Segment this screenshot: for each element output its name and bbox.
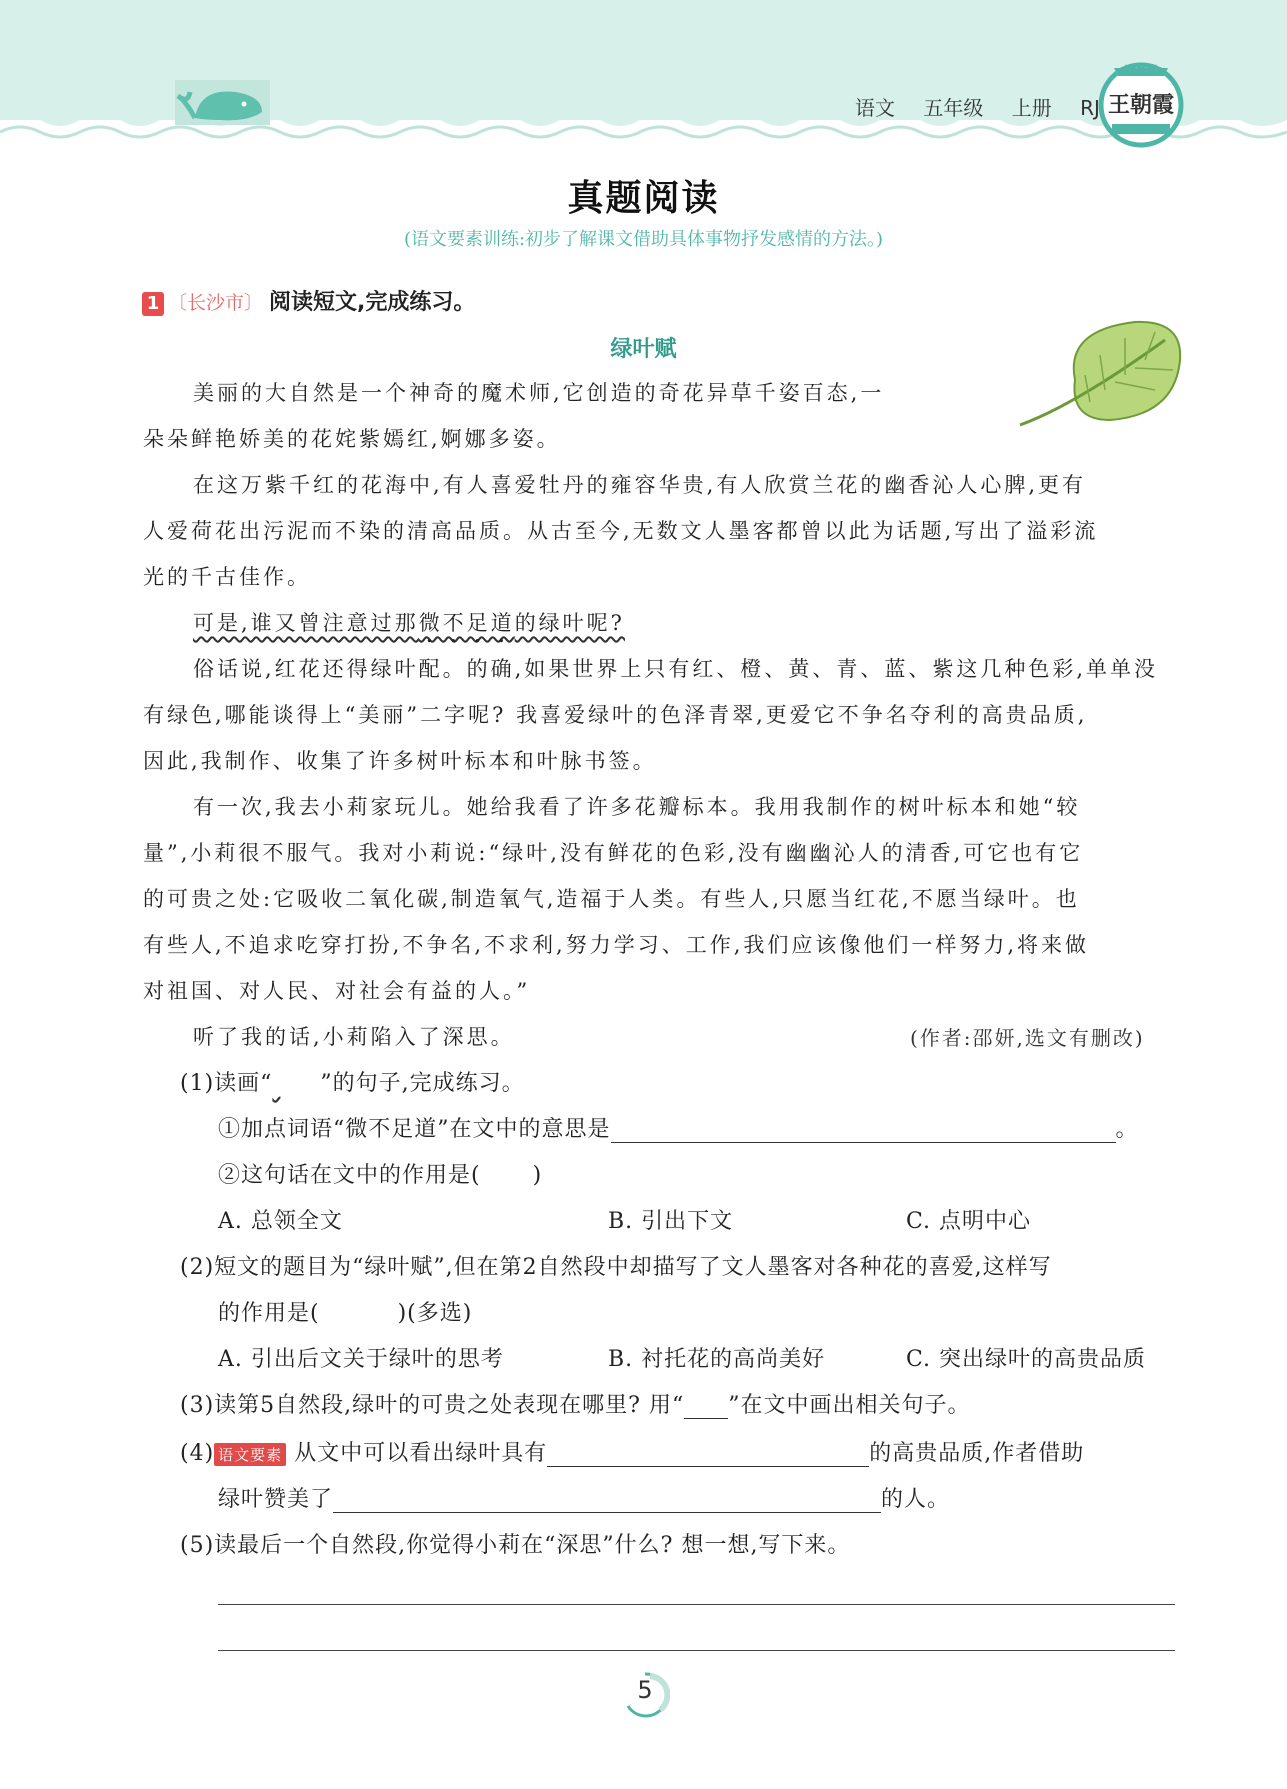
text-line: 对祖国、对人民、对社会有益的人。” [143,979,531,1003]
text-segment: 的高贵品质,作者借助 [869,1441,1085,1466]
text-segment: ”的句子,完成练习。 [320,1071,525,1096]
straight-line-sample [684,1396,728,1419]
text-segment: 的绿叶呢? [514,611,625,635]
question-5: (5)读最后一个自然段,你觉得小莉在“深思”什么? 想一想,写下来。 [180,1533,851,1558]
text-line: 光的千古佳作。 [143,565,311,589]
text-segment: 从文中可以看出绿叶具有 [294,1441,548,1466]
article-paragraph-2 [143,462,1098,600]
page-number: 5 [637,1676,653,1704]
text-line: 有些人,不追求吃穿打扮,不争名,不求利,努力学习、工作,我们应该像他们一样努力,将来做 [143,933,1090,957]
question-2-line-2 [218,1296,472,1327]
text-segment: ) [532,1163,543,1188]
text-line: 在这万紫千红的花海中,有人喜爱牡丹的雍容华贵,有人欣赏兰花的幽香沁人心脾,更有 [193,473,1087,497]
article-author: (作者:邵妍,选文有删改) [910,1026,1145,1050]
header-band [0,0,1287,150]
text-line: 朵朵鲜艳娇美的花姹紫嫣红,婀娜多姿。 [143,427,561,451]
header-info [855,92,1122,121]
question-4-line-2 [218,1482,950,1513]
wavy-line-sample [272,1071,320,1096]
header-volume: 上册 [1011,96,1052,120]
wavy-underlined-sentence [193,611,625,635]
article-paragraph-3 [143,600,625,648]
leaf-icon [1015,320,1185,430]
page-subtitle: (语文要素训练:初步了解课文借助具体事物抒发感情的方法。) [403,229,884,250]
text-line: 有一次,我去小莉家玩儿。她给我看了许多花瓣标本。我用我制作的树叶标本和她“较 [193,795,1081,819]
text-segment: 可是,谁又曾注意过那 [193,611,419,635]
text-segment: (3)读第5自然段,绿叶的可贵之处表现在哪里? 用“ [180,1393,685,1418]
answer-blank[interactable] [547,1438,869,1467]
text-segment: (4) [180,1441,215,1466]
question-2-option-c[interactable]: C. 突出绿叶的高贵品质 [906,1347,1147,1372]
text-line: 的可贵之处:它吸收二氧化碳,制造氧气,造福于人类。有些人,只愿当红花,不愿当绿叶。也 [143,887,1080,911]
question-1 [180,1066,525,1097]
header-edition: RJ [1080,96,1100,120]
question-4 [180,1436,1084,1467]
question-3 [180,1388,970,1419]
question-2-option-b[interactable]: B. 衬托花的高尚美好 [608,1347,826,1372]
text-line: 俗话说,红花还得绿叶配。的确,如果世界上只有红、橙、黄、青、蓝、紫这几种色彩,单单没 [193,657,1159,681]
question-1-option-b[interactable]: B. 引出下文 [608,1209,734,1234]
article-paragraph-5 [143,784,1089,1014]
header-grade: 五年级 [923,96,984,120]
article-paragraph-6 [143,1014,515,1060]
question-2: (2)短文的题目为“绿叶赋”,但在第2自然段中却描写了文人墨客对各种花的喜爱,这样写 [180,1255,1052,1280]
dotted-word: 微不足道 [418,611,515,635]
article-paragraph-4 [143,646,1158,784]
text-segment: (1)读画“ [180,1071,273,1096]
text-segment: 绿叶赞美了 [218,1487,334,1512]
question-source: 〔长沙市〕 [168,292,264,314]
text-line: 美丽的大自然是一个神奇的魔术师,它创造的奇花异草千姿百态,一 [193,381,885,405]
text-segment: ”在文中画出相关句子。 [728,1393,971,1418]
answer-line[interactable] [218,1604,1175,1605]
text-segment: ②这句话在文中的作用是( [218,1163,481,1188]
article-title: 绿叶赋 [610,337,677,362]
question-1-1 [218,1112,1139,1143]
question-1-2 [218,1158,542,1189]
text-segment: 。 [1115,1117,1139,1142]
logo-text: 王朝霞 [1107,92,1174,118]
answer-blank[interactable] [333,1484,881,1513]
question-heading [142,285,475,316]
text-line: 人爱荷花出污泥而不染的清高品质。从古至今,无数文人墨客都曾以此为话题,写出了溢彩流 [143,519,1099,543]
article-paragraph-1 [143,370,884,462]
question-number: 1 [142,292,164,316]
text-segment: 的作用是( [218,1301,320,1326]
text-segment: ①加点词语“微不足道”在文中的意思是 [218,1117,611,1142]
header-subject: 语文 [855,96,895,120]
text-segment: )(多选) [397,1301,473,1326]
yuwen-element-tag: 语文要素 [214,1443,286,1466]
text-line: 因此,我制作、收集了许多树叶标本和叶脉书签。 [143,749,657,773]
answer-blank[interactable] [611,1114,1116,1143]
question-instruction: 阅读短文,完成练习。 [269,290,476,315]
text-segment: 的人。 [881,1487,951,1512]
question-1-option-c[interactable]: C. 点明中心 [906,1209,1032,1234]
page-title: 真题阅读 [567,178,720,219]
text-line: 有绿色,哪能谈得上“美丽”二字呢? 我喜爱绿叶的色泽青翠,更爱它不争名夺利的高贵品质, [143,703,1088,727]
text-line: 听了我的话,小莉陷入了深思。 [193,1025,515,1049]
text-line: 量”,小莉很不服气。我对小莉说:“绿叶,没有鲜花的色彩,没有幽幽沁人的清香,可它也有它 [143,841,1084,865]
question-1-option-a[interactable]: A. 总领全文 [218,1209,343,1234]
answer-line[interactable] [218,1650,1175,1651]
question-2-option-a[interactable]: A. 引出后文关于绿叶的思考 [218,1347,504,1372]
